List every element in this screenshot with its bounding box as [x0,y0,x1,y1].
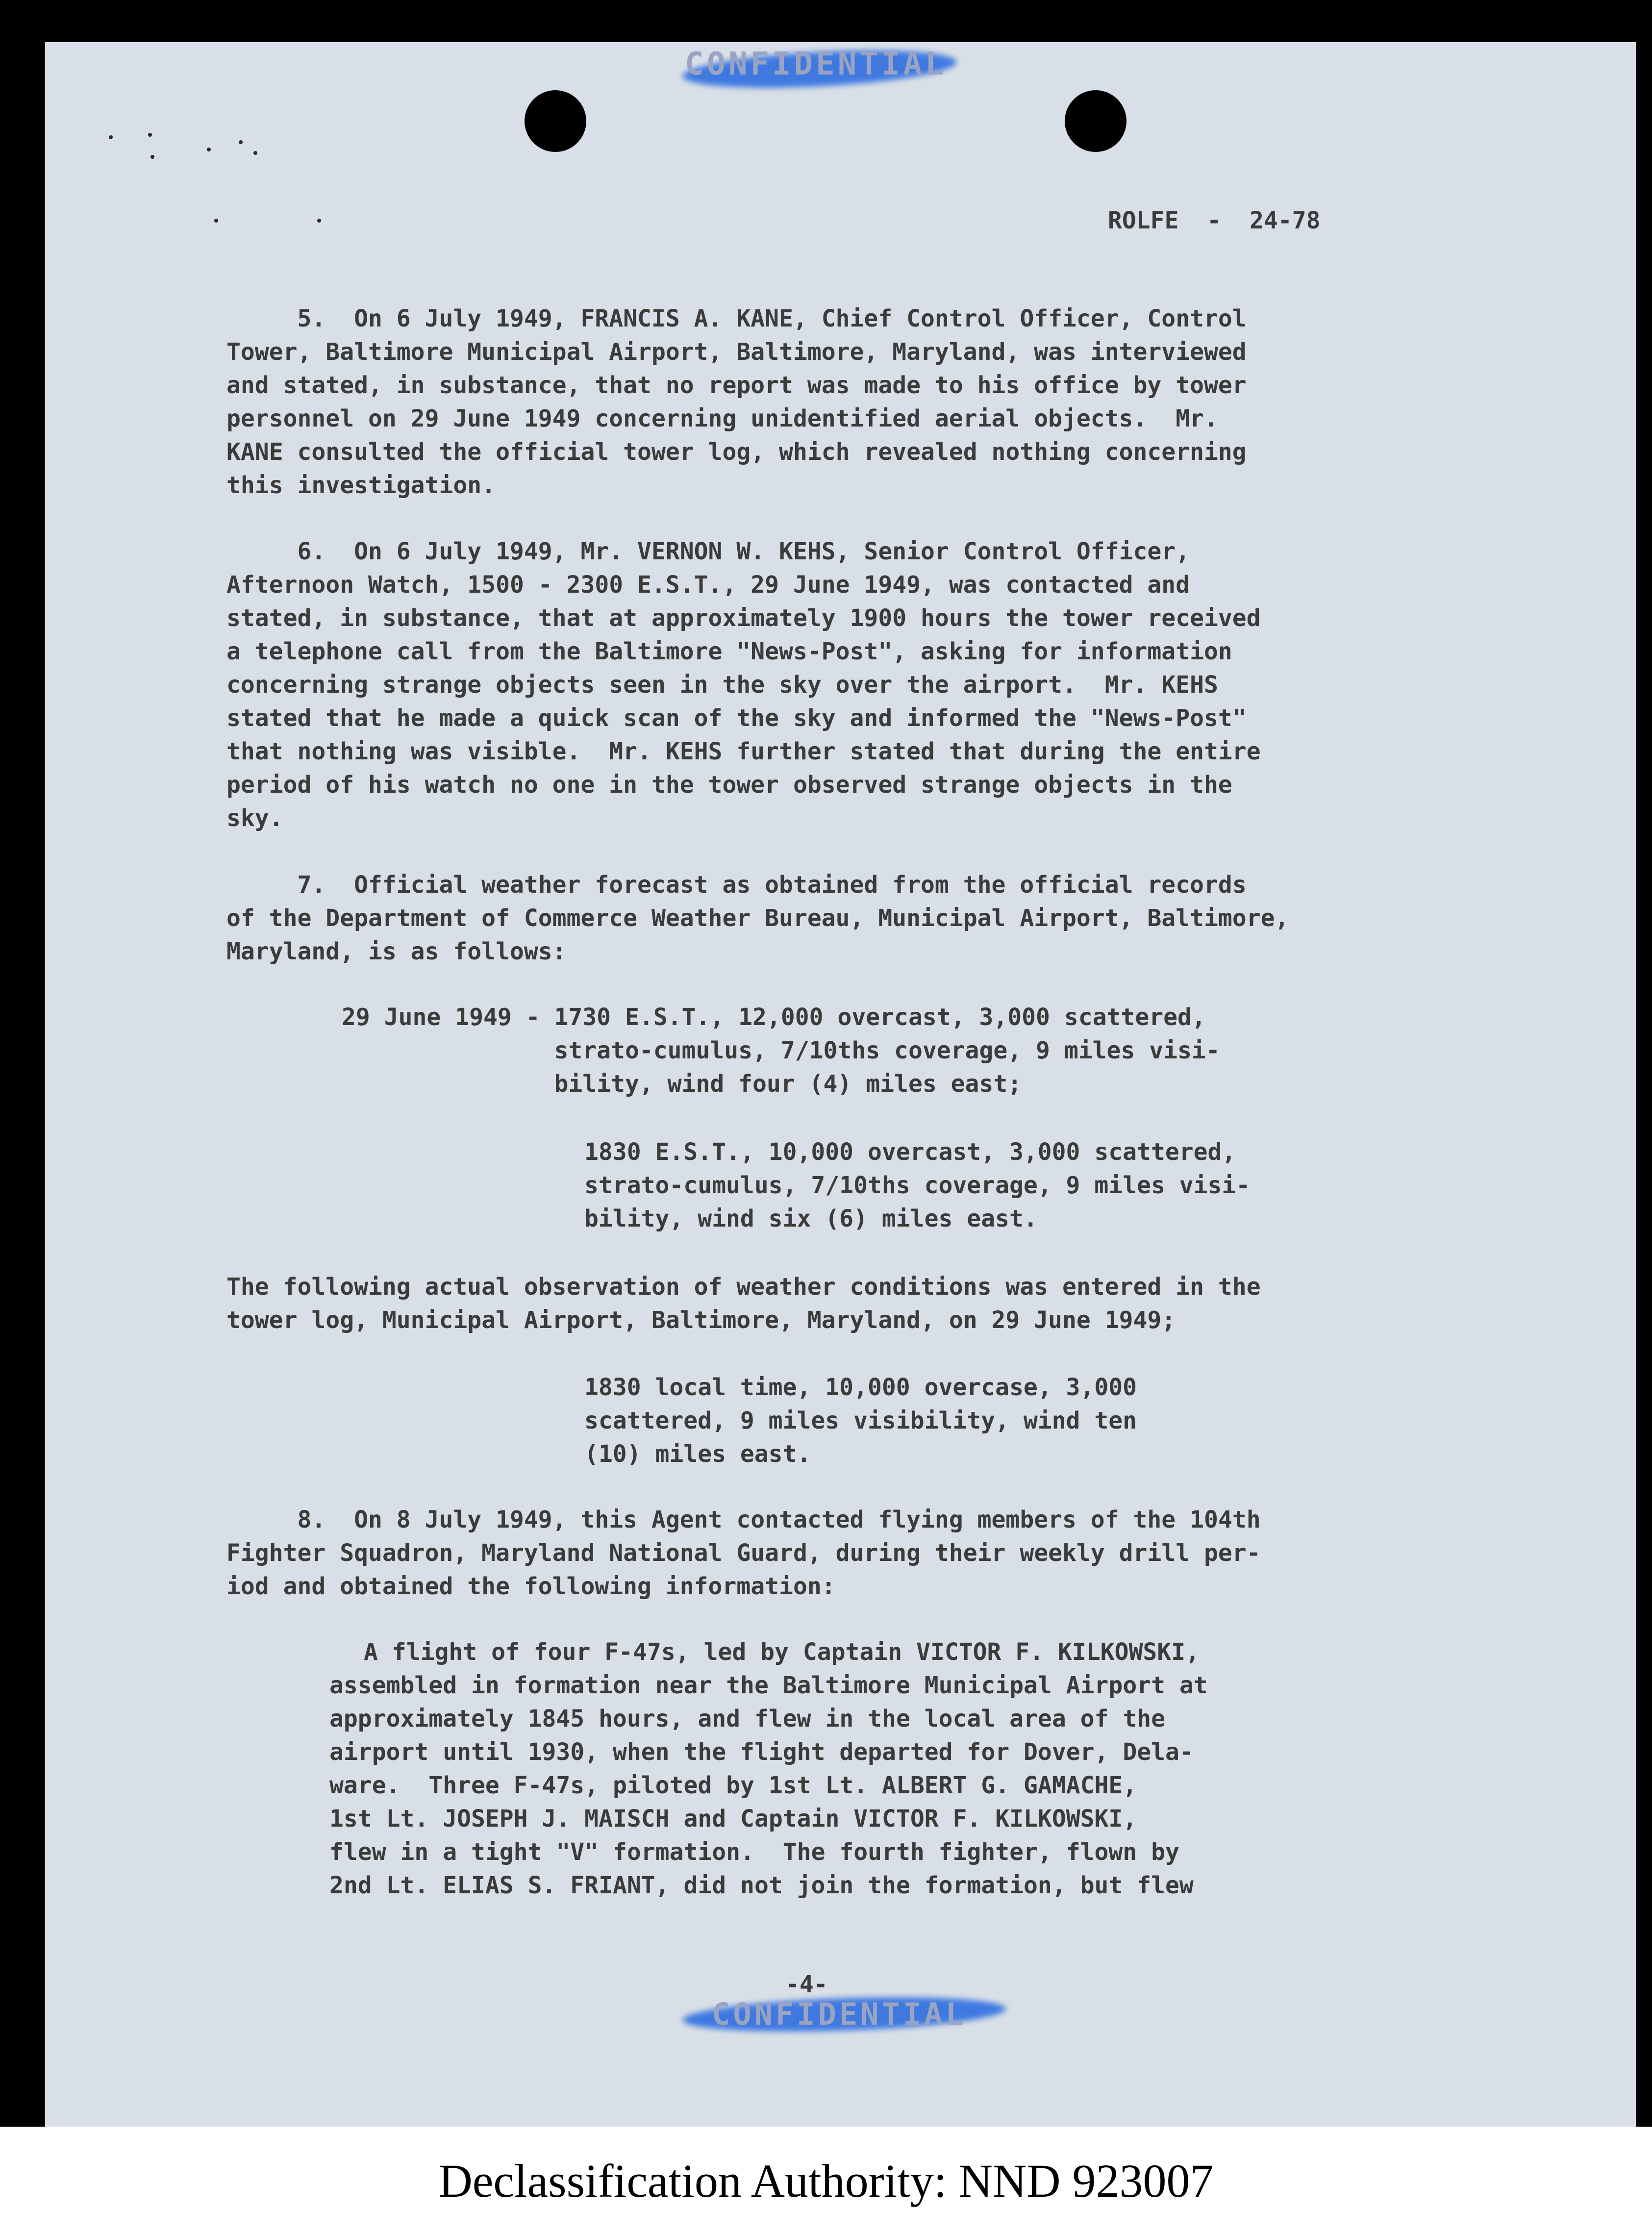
speck [148,133,152,137]
text-line: KANE consulted the official tower log, which revealed nothing concerning [226,438,1247,466]
speck [317,219,321,223]
declassification-authority: Declassification Authority: NND 923007 [438,2155,1214,2207]
document-page [45,42,1636,2127]
text-line: The following actual observation of weather conditions was entered in the [226,1273,1261,1301]
speck [239,140,243,144]
page-number: -4- [785,1971,828,1998]
text-line: bility, wind six (6) miles east. [584,1205,1038,1232]
text-line: that nothing was visible. Mr. KEHS further stated that during the entire [226,738,1261,765]
text-line: airport until 1930, when the flight departed for Dover, Dela- [329,1738,1194,1766]
text-line: scattered, 9 miles visibility, wind ten [584,1407,1137,1434]
speck [207,148,211,151]
text-line: sky. [226,804,283,832]
text-line: stated that he made a quick scan of the sky and informed the "News-Post" [226,704,1247,732]
text-line: 7. Official weather forecast as obtained from the official records [226,871,1247,899]
text-line: 2nd Lt. ELIAS S. FRIANT, did not join the formation, but flew [329,1872,1194,1899]
text-line: Fighter Squadron, Maryland National Guard, during their weekly drill per- [226,1539,1261,1567]
text-line: of the Department of Commerce Weather Bureau, Municipal Airport, Baltimore, [226,904,1289,932]
text-line: bility, wind four (4) miles east; [342,1070,1022,1098]
text-line: strato-cumulus, 7/10ths coverage, 9 miles visi- [342,1037,1220,1064]
text-line: a telephone call from the Baltimore "News-Post", asking for information [226,638,1232,665]
speck [214,219,218,223]
text-line: and stated, in substance, that no report was made to his office by tower [226,372,1247,399]
text-line: A flight of four F-47s, led by Captain VICTOR F. KILKOWSKI, [364,1638,1200,1666]
text-line: 1830 E.S.T., 10,000 overcast, 3,000 scattered, [584,1138,1236,1166]
text-line: this investigation. [226,472,496,499]
text-line: concerning strange objects seen in the sky over the airport. Mr. KEHS [226,671,1218,699]
text-line: (10) miles east. [584,1440,811,1468]
text-line: personnel on 29 June 1949 concerning unidentified aerial objects. Mr. [226,405,1218,432]
text-line: ware. Three F-47s, piloted by 1st Lt. ALBERT G. GAMACHE, [329,1772,1137,1799]
text-line: strato-cumulus, 7/10ths coverage, 9 miles visi- [584,1172,1251,1199]
text-line: Tower, Baltimore Municipal Airport, Baltimore, Maryland, was interviewed [226,338,1247,366]
text-line: 29 June 1949 - 1730 E.S.T., 12,000 overcast, 3,000 scattered, [342,1004,1206,1031]
text-line: tower log, Municipal Airport, Baltimore, Maryland, on 29 June 1949; [226,1306,1176,1334]
text-line: Maryland, is as follows: [226,938,567,965]
confidential-stamp-top: CONFIDENTIAL [685,46,947,82]
text-line: period of his watch no one in the tower observed strange objects in the [226,771,1232,799]
file-reference: ROLFE - 24-78 [1108,207,1321,234]
punch-hole-right [1065,90,1126,152]
text-line: 1st Lt. JOSEPH J. MAISCH and Captain VICTOR F. KILKOWSKI, [329,1805,1137,1833]
text-line: flew in a tight "V" formation. The fourth fighter, flown by [329,1838,1179,1866]
text-line: iod and obtained the following information: [226,1573,836,1600]
text-line: 1830 local time, 10,000 overcase, 3,000 [584,1374,1137,1401]
text-line: 6. On 6 July 1949, Mr. VERNON W. KEHS, Senior Control Officer, [226,538,1190,565]
text-line: assembled in formation near the Baltimore Municipal Airport at [329,1672,1208,1699]
speck [109,135,113,139]
punch-hole-left [525,90,586,152]
confidential-stamp-bottom: CONFIDENTIAL [712,1996,967,2032]
text-line: 5. On 6 July 1949, FRANCIS A. KANE, Chief Control Officer, Control [226,305,1247,332]
text-line: 8. On 8 July 1949, this Agent contacted flying members of the 104th [226,1506,1261,1533]
speck [253,151,257,155]
text-line: Afternoon Watch, 1500 - 2300 E.S.T., 29 June 1949, was contacted and [226,571,1190,599]
speck [150,155,154,159]
text-line: stated, in substance, that at approximately 1900 hours the tower received [226,604,1261,632]
text-line: approximately 1845 hours, and flew in the local area of the [329,1705,1166,1733]
